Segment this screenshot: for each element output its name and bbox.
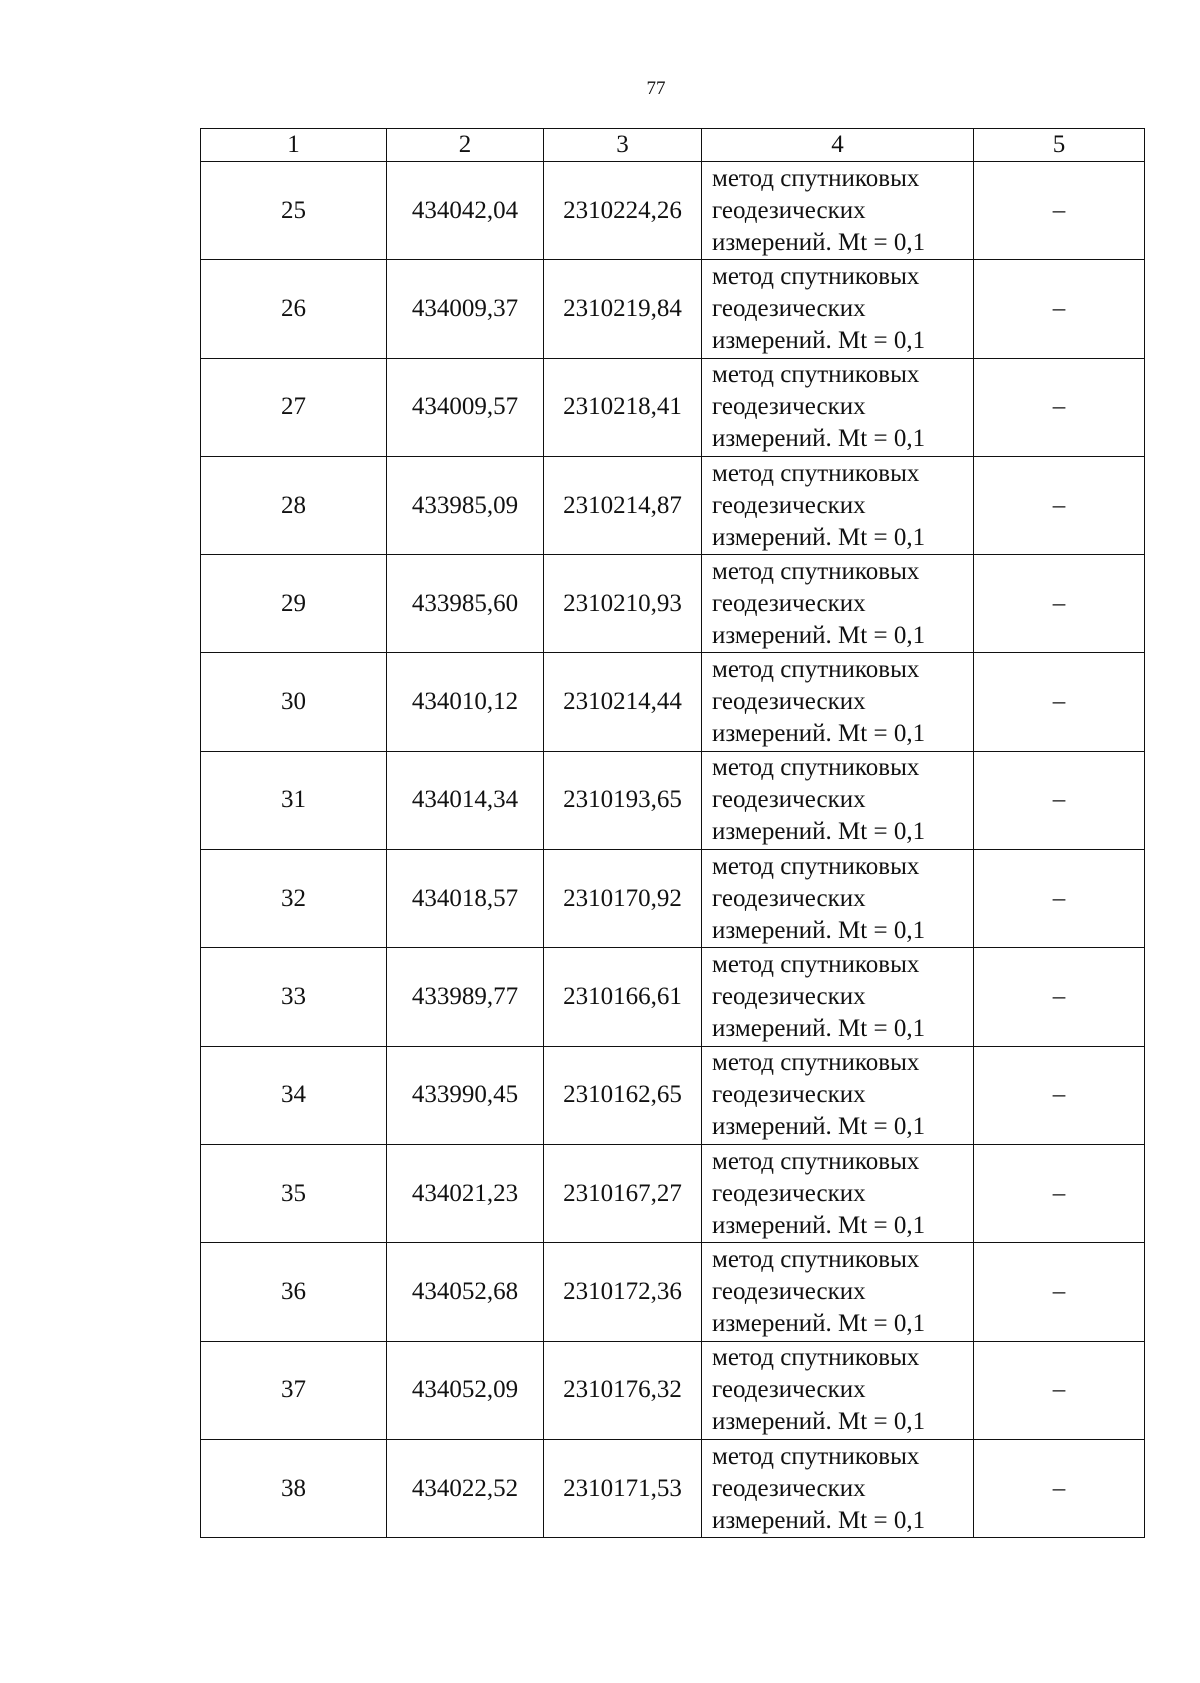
- method-line: измерений. Mt = 0,1: [712, 621, 926, 649]
- table-row: [201, 1144, 1145, 1242]
- point-number-cell: 38: [201, 1439, 387, 1537]
- description-cell: –: [974, 653, 1145, 751]
- x-coordinate-cell: 433985,60: [387, 555, 544, 653]
- x-coordinate-cell: 433989,77: [387, 948, 544, 1046]
- table-row: [201, 1046, 1145, 1144]
- method-line: геодезических: [712, 983, 866, 1011]
- header-col-2: 2: [387, 129, 544, 162]
- y-coordinate-cell: 2310171,53: [544, 1439, 702, 1537]
- method-line: измерений. Mt = 0,1: [712, 1211, 926, 1239]
- y-coordinate-cell: 2310214,44: [544, 653, 702, 751]
- point-number-cell: 27: [201, 358, 387, 456]
- x-coordinate-cell: 433990,45: [387, 1046, 544, 1144]
- point-number-cell: 35: [201, 1144, 387, 1242]
- x-coordinate-cell: 434009,57: [387, 358, 544, 456]
- method-cell: [702, 1144, 974, 1242]
- y-coordinate-cell: 2310176,32: [544, 1341, 702, 1439]
- y-coordinate-cell: 2310193,65: [544, 751, 702, 849]
- method-line: геодезических: [712, 196, 866, 224]
- table-row: [201, 948, 1145, 1046]
- method-line: геодезических: [712, 393, 866, 421]
- method-line: измерений. Mt = 0,1: [712, 1015, 926, 1043]
- method-line: геодезических: [712, 589, 866, 617]
- method-line: метод спутниковых: [712, 852, 920, 880]
- point-number-cell: 28: [201, 456, 387, 554]
- description-cell: –: [974, 456, 1145, 554]
- description-cell: –: [974, 260, 1145, 358]
- page-number: 77: [646, 78, 666, 99]
- method-line: метод спутниковых: [712, 1442, 920, 1470]
- method-cell: [702, 653, 974, 751]
- y-coordinate-cell: 2310172,36: [544, 1243, 702, 1341]
- method-line: геодезических: [712, 1376, 866, 1404]
- y-coordinate-cell: 2310166,61: [544, 948, 702, 1046]
- y-coordinate-cell: 2310170,92: [544, 850, 702, 948]
- x-coordinate-cell: 434009,37: [387, 260, 544, 358]
- method-line: геодезических: [712, 294, 866, 322]
- x-coordinate-cell: 434022,52: [387, 1439, 544, 1537]
- method-cell: [702, 555, 974, 653]
- point-number-cell: 30: [201, 653, 387, 751]
- y-coordinate-cell: 2310162,65: [544, 1046, 702, 1144]
- table-row: [201, 260, 1145, 358]
- method-line: измерений. Mt = 0,1: [712, 1309, 926, 1337]
- method-line: измерений. Mt = 0,1: [712, 425, 926, 453]
- point-number-cell: 37: [201, 1341, 387, 1439]
- table-row: [201, 751, 1145, 849]
- point-number-cell: 25: [201, 162, 387, 260]
- method-line: геодезических: [712, 884, 866, 912]
- method-line: измерений. Mt = 0,1: [712, 1506, 926, 1534]
- method-line: метод спутниковых: [712, 1344, 920, 1372]
- method-line: метод спутниковых: [712, 164, 920, 192]
- y-coordinate-cell: 2310214,87: [544, 456, 702, 554]
- table-row: [201, 456, 1145, 554]
- table-row: [201, 1341, 1145, 1439]
- description-cell: –: [974, 1341, 1145, 1439]
- table-row: [201, 1439, 1145, 1537]
- method-line: метод спутниковых: [712, 557, 920, 585]
- description-cell: –: [974, 1439, 1145, 1537]
- method-line: измерений. Mt = 0,1: [712, 916, 926, 944]
- method-line: метод спутниковых: [712, 1049, 920, 1077]
- point-number-cell: 36: [201, 1243, 387, 1341]
- method-line: метод спутниковых: [712, 754, 920, 782]
- table-row: [201, 1243, 1145, 1341]
- method-cell: [702, 1046, 974, 1144]
- description-cell: –: [974, 1046, 1145, 1144]
- y-coordinate-cell: 2310210,93: [544, 555, 702, 653]
- method-cell: [702, 948, 974, 1046]
- table-row: [201, 162, 1145, 260]
- method-line: геодезических: [712, 1277, 866, 1305]
- x-coordinate-cell: 434021,23: [387, 1144, 544, 1242]
- method-line: геодезических: [712, 1081, 866, 1109]
- method-line: измерений. Mt = 0,1: [712, 1113, 926, 1141]
- header-col-1: 1: [201, 129, 387, 162]
- x-coordinate-cell: 434052,68: [387, 1243, 544, 1341]
- method-line: геодезических: [712, 491, 866, 519]
- x-coordinate-cell: 434018,57: [387, 850, 544, 948]
- y-coordinate-cell: 2310218,41: [544, 358, 702, 456]
- description-cell: –: [974, 1144, 1145, 1242]
- method-cell: [702, 751, 974, 849]
- description-cell: –: [974, 850, 1145, 948]
- y-coordinate-cell: 2310224,26: [544, 162, 702, 260]
- method-line: метод спутниковых: [712, 656, 920, 684]
- description-cell: –: [974, 358, 1145, 456]
- description-cell: –: [974, 1243, 1145, 1341]
- method-line: метод спутниковых: [712, 361, 920, 389]
- method-line: метод спутниковых: [712, 1245, 920, 1273]
- point-number-cell: 26: [201, 260, 387, 358]
- method-cell: [702, 1439, 974, 1537]
- table-row: [201, 555, 1145, 653]
- method-line: измерений. Mt = 0,1: [712, 523, 926, 551]
- method-line: измерений. Mt = 0,1: [712, 228, 926, 256]
- table-body: [201, 162, 1145, 1538]
- coordinates-table: [200, 128, 1145, 1538]
- description-cell: –: [974, 162, 1145, 260]
- description-cell: –: [974, 555, 1145, 653]
- y-coordinate-cell: 2310167,27: [544, 1144, 702, 1242]
- method-cell: [702, 358, 974, 456]
- method-line: измерений. Mt = 0,1: [712, 326, 926, 354]
- method-cell: [702, 260, 974, 358]
- point-number-cell: 31: [201, 751, 387, 849]
- method-line: геодезических: [712, 1179, 866, 1207]
- method-line: геодезических: [712, 688, 866, 716]
- header-col-5: 5: [974, 129, 1145, 162]
- method-line: метод спутниковых: [712, 459, 920, 487]
- method-line: геодезических: [712, 1474, 866, 1502]
- header-col-3: 3: [544, 129, 702, 162]
- description-cell: –: [974, 751, 1145, 849]
- table-row: [201, 850, 1145, 948]
- method-line: метод спутниковых: [712, 262, 920, 290]
- method-cell: [702, 1341, 974, 1439]
- method-cell: [702, 850, 974, 948]
- x-coordinate-cell: 433985,09: [387, 456, 544, 554]
- x-coordinate-cell: 434010,12: [387, 653, 544, 751]
- table-header-row: [201, 129, 1145, 162]
- method-cell: [702, 456, 974, 554]
- point-number-cell: 34: [201, 1046, 387, 1144]
- point-number-cell: 33: [201, 948, 387, 1046]
- method-line: измерений. Mt = 0,1: [712, 720, 926, 748]
- method-line: метод спутниковых: [712, 951, 920, 979]
- description-cell: –: [974, 948, 1145, 1046]
- point-number-cell: 32: [201, 850, 387, 948]
- method-cell: [702, 162, 974, 260]
- x-coordinate-cell: 434042,04: [387, 162, 544, 260]
- header-col-4: 4: [702, 129, 974, 162]
- x-coordinate-cell: 434052,09: [387, 1341, 544, 1439]
- method-line: метод спутниковых: [712, 1147, 920, 1175]
- method-line: измерений. Mt = 0,1: [712, 818, 926, 846]
- method-line: геодезических: [712, 786, 866, 814]
- method-cell: [702, 1243, 974, 1341]
- table-row: [201, 358, 1145, 456]
- y-coordinate-cell: 2310219,84: [544, 260, 702, 358]
- point-number-cell: 29: [201, 555, 387, 653]
- table-row: [201, 653, 1145, 751]
- method-line: измерений. Mt = 0,1: [712, 1408, 926, 1436]
- x-coordinate-cell: 434014,34: [387, 751, 544, 849]
